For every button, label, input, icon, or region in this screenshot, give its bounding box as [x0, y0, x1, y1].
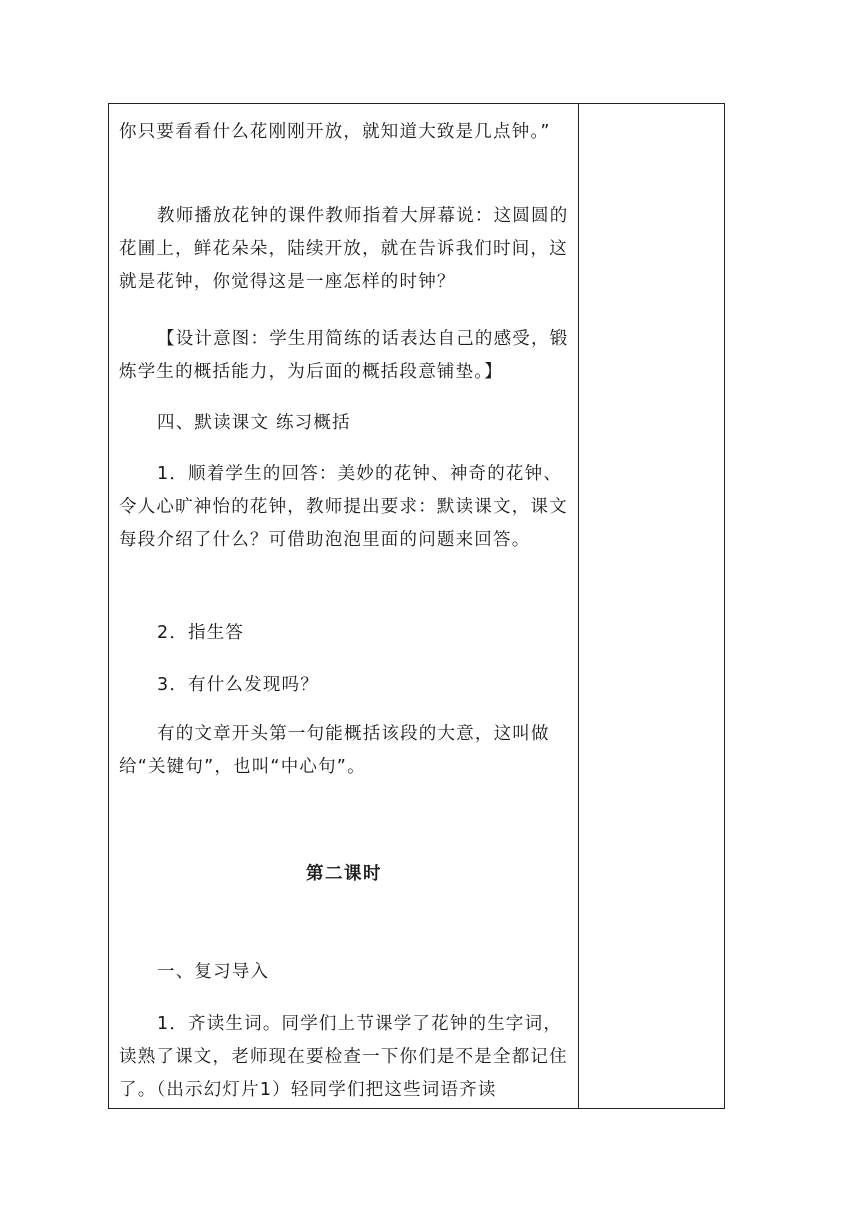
paragraph-read-words: 1．齐读生词。同学们上节课学了花钟的生字词，读熟了课文，老师现在要检查一下你们是不是全都记住了。（出示幻灯片1）轻同学们把这些词语齐读: [119, 1014, 568, 1100]
paragraph-section-four: 四、默读课文 练习概括: [157, 413, 351, 433]
paragraph-review-intro: 一、复习导入: [157, 962, 270, 982]
paragraph-teacher-slides: 教师播放花钟的课件教师指着大屏幕说：这圆圆的花圃上，鲜花朵朵，陆续开放，就在告诉我们时间，这就是花钟，你觉得这是一座怎样的时钟？: [119, 206, 569, 292]
paragraph-item-3: 3．有什么发现吗？: [157, 675, 319, 695]
paragraph-key-sentence: 有的文章开头第一句能概括该段的大意，这叫做给“关键句”，也叫“中心句”。: [119, 724, 550, 777]
paragraph-item-1: 1．顺着学生的回答：美妙的花钟、神奇的花钟、令人心旷神怡的花钟，教师提出要求：默读课文，课文每段介绍了什么？可借助泡泡里面的问题来回答。: [119, 464, 568, 550]
lesson-plan-table: [108, 103, 725, 1109]
paragraph-quote-end: 你只要看看什么花刚刚开放，就知道大致是几点钟。”: [119, 122, 551, 142]
paragraph-item-2: 2．指生答: [157, 623, 245, 643]
lesson-content-cell: [109, 104, 579, 1108]
section-heading: 第二课时: [306, 864, 382, 884]
notes-cell: [579, 104, 724, 1108]
paragraph-design-intent: 【设计意图：学生用简练的话表达自己的感受，锻炼学生的概括能力，为后面的概括段意铺垫。】: [119, 329, 569, 382]
